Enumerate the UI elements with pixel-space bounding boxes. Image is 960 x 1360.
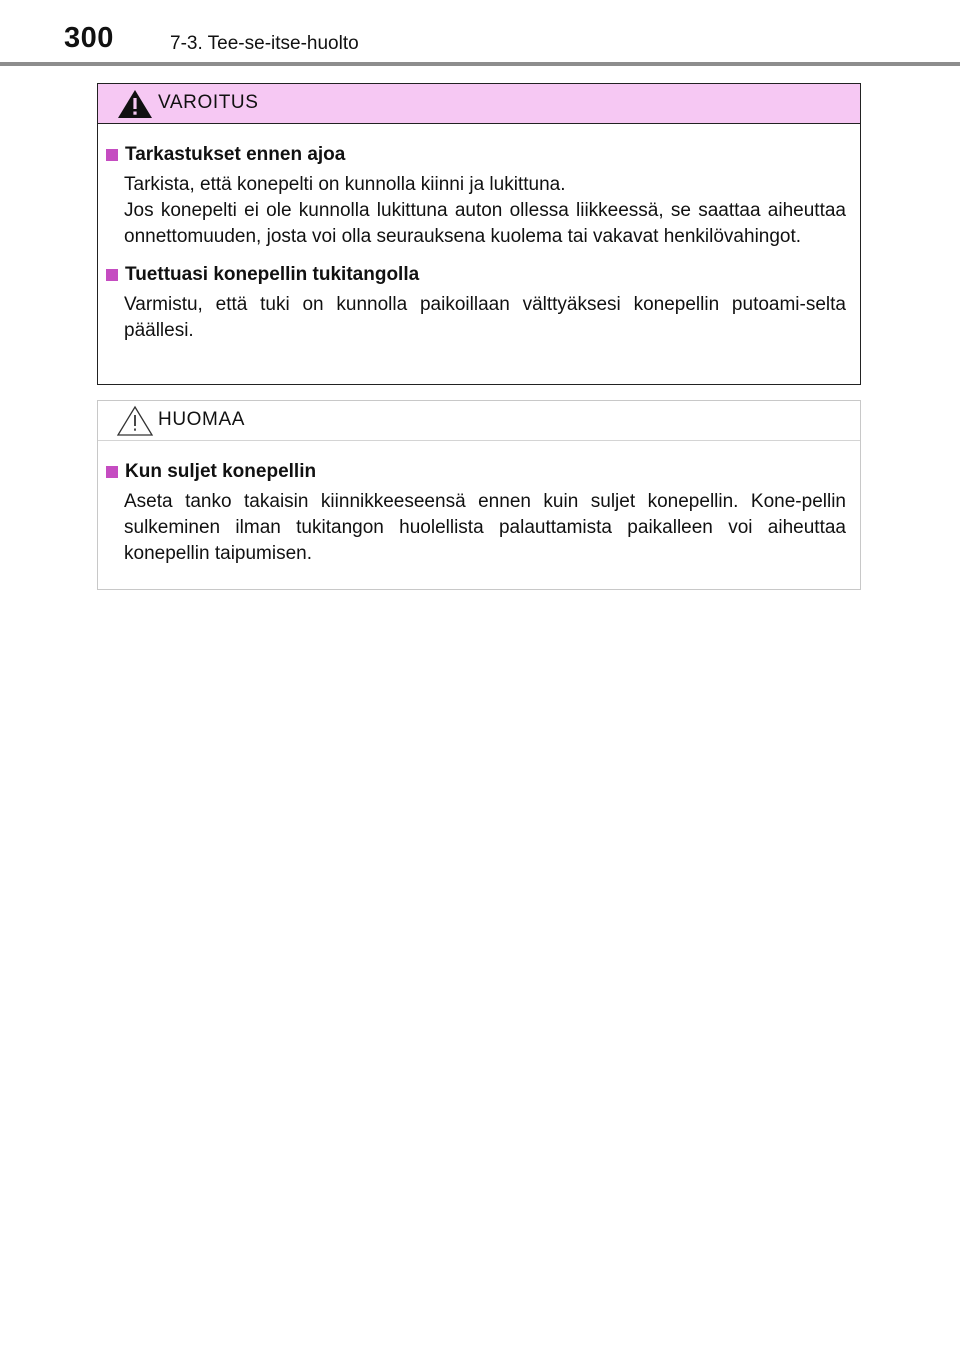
notice-box-header (98, 401, 860, 441)
bullet-square-icon (106, 466, 118, 478)
warning-triangle-icon (115, 87, 155, 121)
notice-box (97, 400, 861, 590)
notice-item-text (124, 489, 846, 567)
warning-item-text (124, 292, 846, 344)
paragraph: Jos konepelti ei ole kunnolla lukittuna auton ollessa liikkeessä, se saattaa aiheuttaa onnettomuuden, josta voi olla seurauksena kuolema tai vakavat henkilövahingot. (124, 200, 846, 247)
notice-label: HUOMAA (158, 409, 245, 430)
warning-item-title-text: Tuettuasi konepellin tukitangolla (125, 264, 420, 285)
notice-item-title-text: Kun suljet konepellin (125, 461, 317, 482)
header-rule (0, 62, 960, 66)
notice-item-title (106, 459, 846, 485)
warning-item-title (106, 262, 846, 288)
section-title: 7-3. Tee-se-itse-huolto (170, 33, 359, 54)
warning-item-title (106, 142, 846, 168)
warning-item (106, 262, 846, 344)
warning-box-body (98, 124, 860, 344)
warning-item-text (124, 172, 846, 250)
bullet-square-icon (106, 269, 118, 281)
page-number: 300 (64, 22, 114, 54)
paragraph: Varmistu, että tuki on kunnolla paikoillaan välttyäksesi konepellin putoami-selta päällesi. (124, 294, 846, 341)
bullet-square-icon (106, 149, 118, 161)
paragraph: Tarkista, että konepelti on kunnolla kiinni ja lukittuna. (124, 174, 566, 195)
warning-item-title-text: Tarkastukset ennen ajoa (125, 144, 346, 165)
page-header (0, 0, 960, 70)
caution-triangle-outline-icon (115, 404, 155, 438)
paragraph: Aseta tanko takaisin kiinnikkeeseensä ennen kuin suljet konepellin. Kone-pellin sulkeminen ilman tukitangon huolellista palauttamista paikalleen voi aiheuttaa konepellin taipumisen. (124, 491, 846, 564)
warning-label: VAROITUS (158, 92, 259, 113)
warning-box-header (98, 84, 860, 124)
warning-box (97, 83, 861, 385)
warning-item (106, 142, 846, 250)
notice-box-body (98, 441, 860, 567)
notice-item (106, 459, 846, 567)
